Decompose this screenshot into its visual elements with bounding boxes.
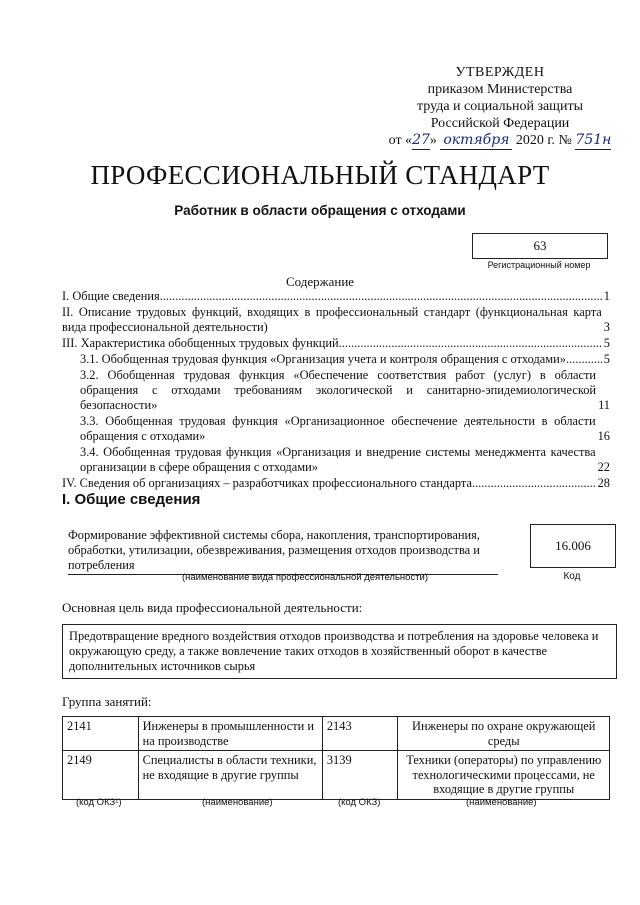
approval-line-2: труда и социальной защиты bbox=[417, 99, 583, 114]
toc-page: 22 bbox=[597, 460, 610, 474]
toc-item[interactable]: I. Общие сведения ..... 1 bbox=[62, 289, 610, 304]
toc-item[interactable]: 3.1. Обобщенная трудовая функция «Организация учета и контроля обращения с отходами» ..... 5 bbox=[62, 352, 610, 367]
occupation-name-cell: Техники (операторы) по управлению технологическими процессами, не входящие в другие группы bbox=[398, 751, 610, 800]
section-heading: I. Общие сведения bbox=[62, 491, 201, 508]
table-of-contents bbox=[62, 289, 610, 492]
toc-page: 5 bbox=[603, 336, 610, 350]
goal-label: Основная цель вида профессиональной деятельности: bbox=[62, 600, 363, 615]
okz-code-cell: 2141 bbox=[63, 717, 139, 751]
activity-code-box: 16.006 bbox=[530, 524, 616, 568]
toc-page: 16 bbox=[597, 429, 610, 443]
occupation-name-caption: (наименование) bbox=[466, 797, 537, 808]
occupation-name-cell: Инженеры в промышленности и на производстве bbox=[138, 717, 322, 751]
toc-item[interactable]: 3.4. Обобщенная трудовая функция «Организация и внедрение системы менеджмента качества организации в сфере обращения с отходами» 22 bbox=[80, 445, 610, 474]
approval-date-line bbox=[380, 132, 620, 150]
table-row bbox=[63, 751, 610, 800]
goal-box: Предотвращение вредного воздействия отходов производства и потребления на здоровье человека и окружающую среду, а также вовлечение таких отходов в хозяйственный оборот в качестве дополнительных источников сырья bbox=[62, 624, 617, 679]
occupation-name-caption: (наименование) bbox=[202, 797, 273, 808]
okz-code-cell: 2143 bbox=[322, 717, 398, 751]
occupation-group-label: Группа занятий: bbox=[62, 694, 152, 709]
document-subtitle: Работник в области обращения с отходами bbox=[174, 203, 466, 218]
okz-code-cell: 2149 bbox=[63, 751, 139, 800]
toc-item[interactable]: III. Характеристика обобщенных трудовых функций ..... 5 bbox=[62, 336, 610, 351]
okz-code-cell: 3139 bbox=[322, 751, 398, 800]
approval-line-1: приказом Министерства bbox=[427, 82, 573, 97]
okz-code-caption: (код ОКЗ¹) bbox=[76, 797, 122, 808]
occupation-name-cell: Инженеры по охране окружающей среды bbox=[398, 717, 610, 751]
activity-caption: (наименование вида профессиональной деятельности) bbox=[181, 572, 429, 583]
date-year: 2020 г. № bbox=[512, 133, 576, 148]
approval-heading: УТВЕРЖДЕН bbox=[455, 65, 545, 80]
date-day: 27 bbox=[412, 132, 430, 148]
registration-number-caption: Регистрационный номер bbox=[487, 260, 591, 270]
toc-item[interactable]: IV. Сведения об организациях – разработчиках профессионального стандарта ..... 28 bbox=[62, 476, 610, 491]
toc-item[interactable]: 3.2. Обобщенная трудовая функция «Обеспечение соответствия работ (услуг) в области обращения с отходами требованиям экологической и санитарно-эпидемиологической безопасности» 11 bbox=[80, 368, 610, 412]
toc-page: 11 bbox=[598, 398, 610, 412]
toc-page: 5 bbox=[603, 352, 610, 366]
okz-code-caption: (код ОКЗ) bbox=[338, 797, 381, 808]
order-number: 751н bbox=[575, 132, 612, 148]
document-title: ПРОФЕССИОНАЛЬНЫЙ СТАНДАРТ bbox=[90, 160, 550, 190]
toc-title: Содержание bbox=[285, 274, 355, 289]
activity-code-caption: Код bbox=[563, 571, 581, 582]
toc-page: 1 bbox=[603, 289, 610, 303]
occupation-name-cell: Специалисты в области техники, не входящие в другие группы bbox=[138, 751, 322, 800]
occupation-group-table bbox=[62, 716, 610, 800]
toc-item[interactable]: II. Описание трудовых функций, входящих в профессиональный стандарт (функциональная карта вида профессиональной деятельности) 3 bbox=[62, 305, 610, 334]
registration-number-box: 63 bbox=[472, 233, 608, 259]
date-prefix: от « bbox=[388, 133, 413, 148]
toc-page: 3 bbox=[603, 320, 610, 334]
activity-name: Формирование эффективной системы сбора, накопления, транспортирования, обработки, утилизации, обезвреживания, размещения отходов производства и потребления bbox=[68, 528, 498, 575]
toc-page: 28 bbox=[597, 476, 610, 490]
date-month: октября bbox=[440, 132, 512, 150]
table-row bbox=[63, 717, 610, 751]
approval-line-3: Российской Федерации bbox=[430, 116, 570, 131]
date-mid: » bbox=[429, 133, 441, 148]
toc-item[interactable]: 3.3. Обобщенная трудовая функция «Организационное обеспечение деятельности в области обращения с отходами» 16 bbox=[80, 414, 610, 443]
approval-block bbox=[380, 64, 620, 150]
